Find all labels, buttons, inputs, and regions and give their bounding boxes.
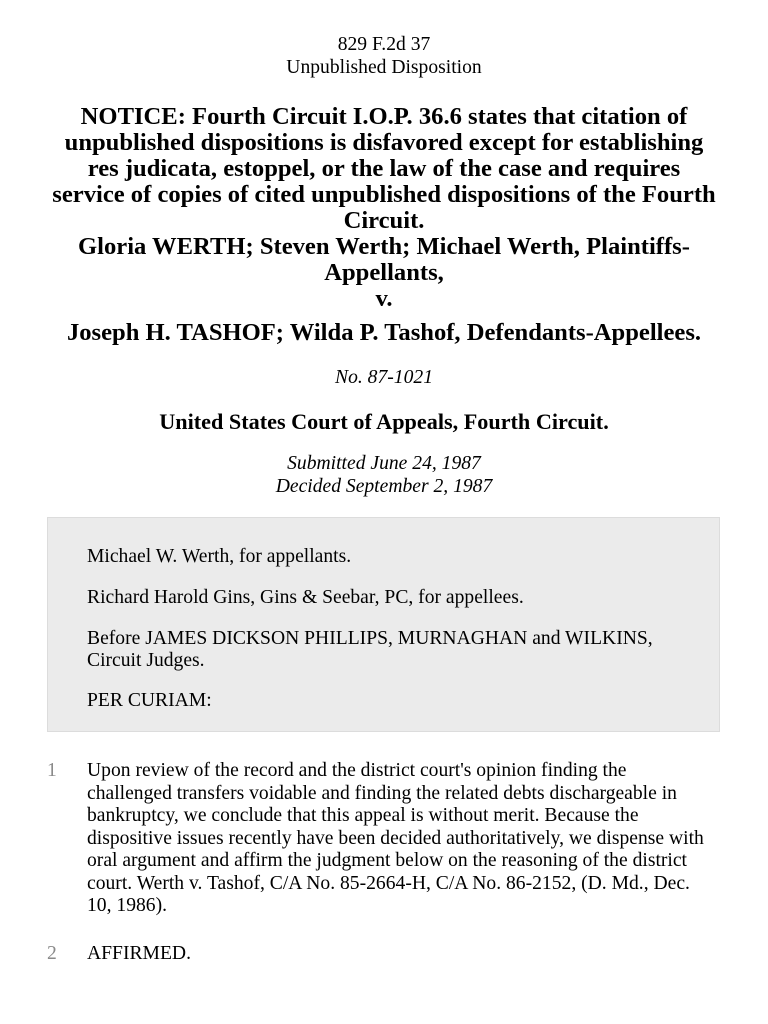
judges-line: Circuit Judges.: [87, 650, 205, 671]
paragraph-line: court. Werth v. Tashof, C/A No. 85-2664-H, C/A No. 86-2152, (D. Md., Dec.: [87, 872, 690, 894]
judges-line: Before JAMES DICKSON PHILLIPS, MURNAGHAN and WILKINS,: [87, 628, 653, 649]
court-name: United States Court of Appeals, Fourth Circuit.: [159, 409, 609, 434]
notice-line: res judicata, estoppel, or the law of the case and requires: [87, 155, 681, 182]
appellants-counsel: Michael W. Werth, for appellants.: [87, 546, 352, 567]
paragraph-line: bankruptcy, we conclude that this appeal is without merit. Because the: [87, 805, 639, 826]
notice-line: service of copies of cited unpublished dispositions of the Fourth: [52, 181, 716, 208]
reporter-citation: 829 F.2d 37: [337, 34, 431, 55]
paragraph-line: challenged transfers voidable and finding the related debts dischargeable in: [87, 782, 677, 804]
submitted-date: Submitted June 24, 1987: [287, 453, 481, 474]
defendants-line: Joseph H. TASHOF; Wilda P. Tashof, Defendants-Appellees.: [66, 319, 702, 346]
opinion-paragraph: [87, 943, 191, 966]
notice-line: Circuit.: [343, 207, 425, 234]
case-heading: [0, 104, 768, 346]
paragraph-line: Upon review of the record and the district court's opinion finding the: [87, 760, 627, 781]
plaintiffs-line: Gloria WERTH; Steven Werth; Michael Werth, Plaintiffs-: [78, 233, 690, 260]
per-curiam-label: PER CURIAM:: [87, 690, 212, 711]
paragraph-line: oral argument and affirm the judgment below on the reasoning of the district: [87, 850, 687, 871]
decided-date: Decided September 2, 1987: [275, 476, 493, 497]
paragraph-line: dispositive issues recently have been decided authoritatively, we dispense with: [87, 827, 704, 849]
plaintiffs-line: Appellants,: [324, 259, 444, 286]
docket-number: No. 87-1021: [335, 367, 433, 388]
opinion-paragraph: [87, 760, 704, 918]
disposition-label: Unpublished Disposition: [286, 57, 482, 78]
versus-label: v.: [375, 285, 393, 312]
notice-line: unpublished dispositions is disfavored except for establishing: [64, 129, 704, 156]
paragraph-number: 2: [47, 943, 57, 964]
paragraph-line: 10, 1986).: [87, 895, 168, 916]
paragraph-line: AFFIRMED.: [87, 943, 191, 964]
notice-line: NOTICE: Fourth Circuit I.O.P. 36.6 states that citation of: [80, 103, 688, 130]
paragraph-number: 1: [47, 760, 57, 781]
appellees-counsel: Richard Harold Gins, Gins & Seebar, PC, for appellees.: [87, 587, 524, 608]
